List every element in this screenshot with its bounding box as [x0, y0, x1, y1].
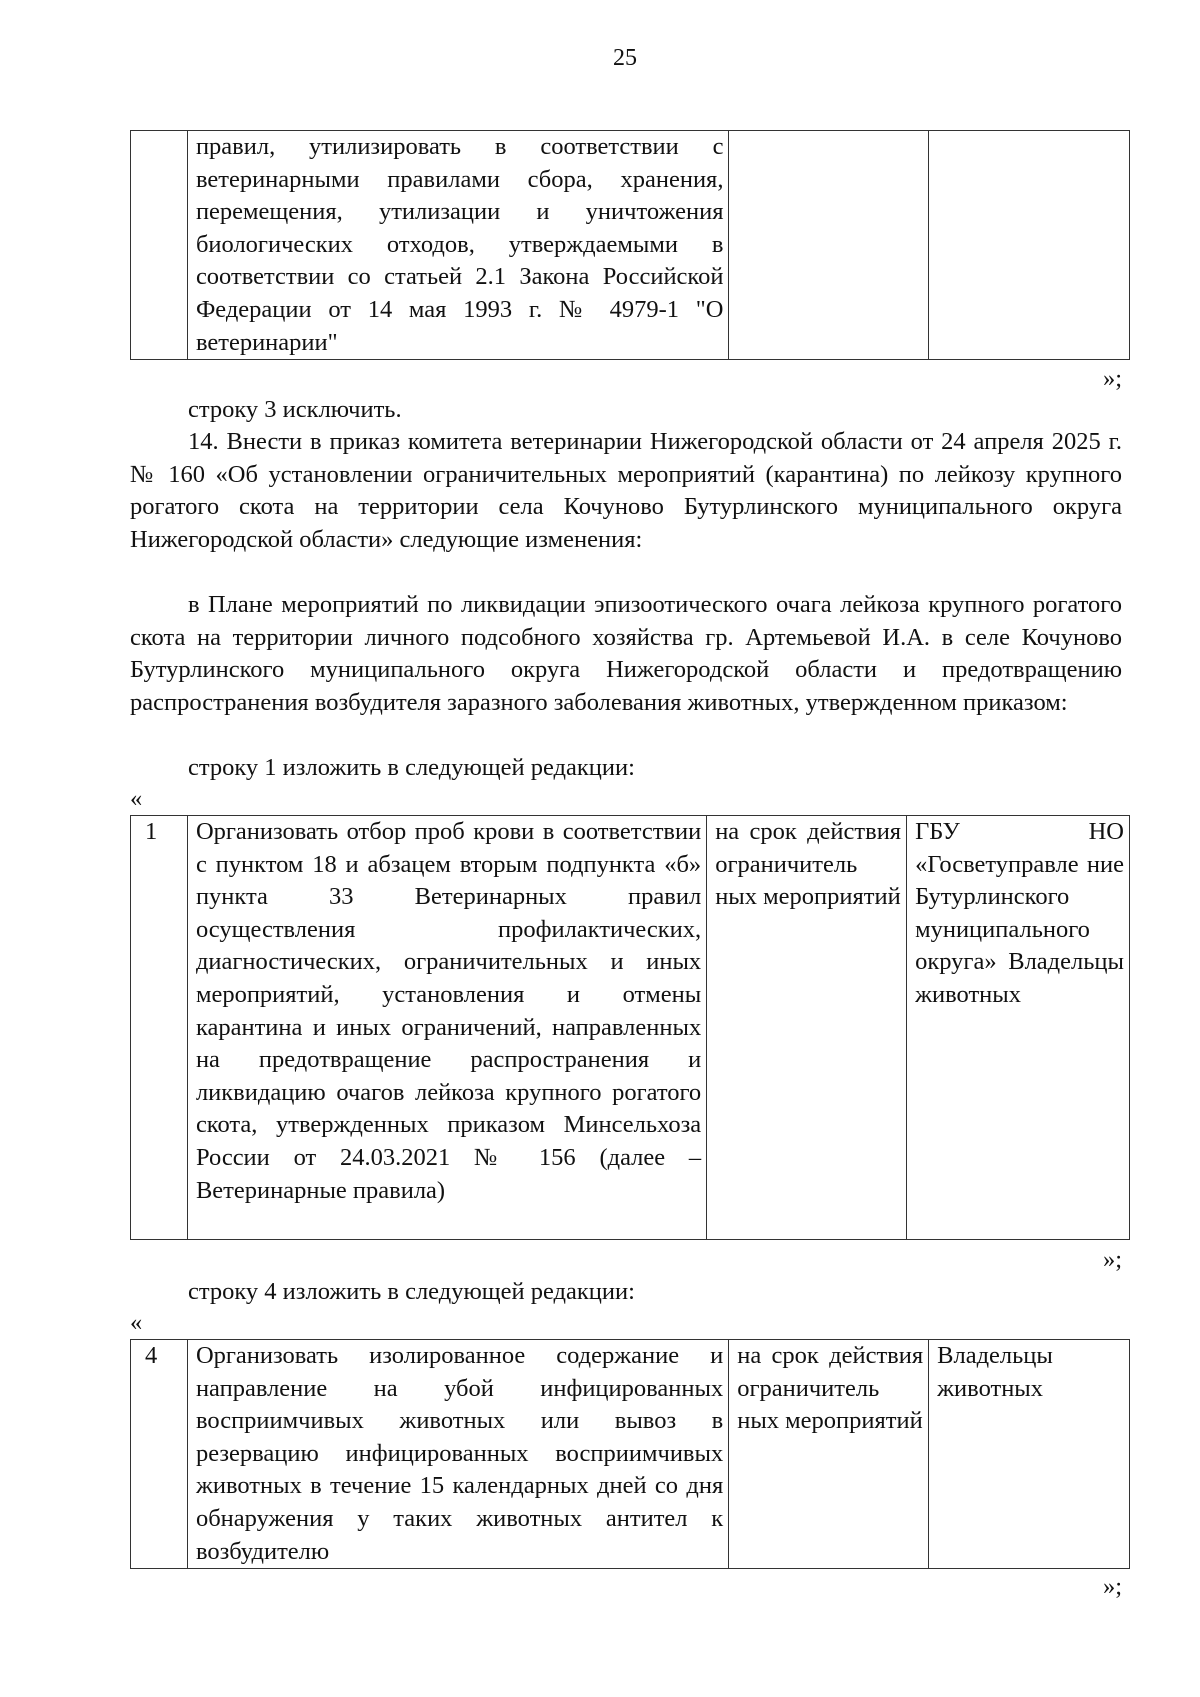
measure-text-cell: правил, утилизировать в соответствии с ветеринарными правилами сбора, хранения, перемещения, утилизации и уничтожения биологических отходов, утверждаемыми в соответствии со статьей 2.1 Закона Российской Федерации от 14 мая 1993 г. № 4979-1 "О ветеринарии" — [187, 131, 729, 360]
row-number-cell — [131, 131, 188, 360]
measure-text-cell: Организовать отбор проб крови в соответствии с пунктом 18 и абзацем вторым подпункта «б» пункта 33 Ветеринарных правил осуществления профилактических, диагностических, ограничительных и иных мероприятий, установления и отмены карантина и иных ограничений, направленных на предотвращение распространения и ликвидацию очагов лейкоза крупного рогатого скота, утвержденных приказом Минсельхоза России от 24.03.2021 № 156 (далее – Ветеринарные правила) — [187, 816, 706, 1240]
closing-quote-3: »; — [1102, 1573, 1122, 1600]
paragraph-exclude-row3: строку 3 исключить. — [188, 396, 402, 423]
table-row1 — [130, 815, 1130, 1240]
table-row — [131, 131, 1130, 360]
responsible-cell: ГБУ НО «Госветуправле ние Бутурлинского муниципального округа» Владельцы животных — [907, 816, 1130, 1240]
paragraph-plan — [130, 589, 1122, 719]
opening-quote-1: « — [130, 785, 143, 812]
closing-quote-2: »; — [1102, 1246, 1122, 1273]
term-cell — [729, 131, 929, 360]
opening-quote-2: « — [130, 1309, 143, 1336]
responsible-cell: Владельцы животных — [929, 1340, 1130, 1569]
paragraph-plan-text: в Плане мероприятий по ликвидации эпизоотического очага лейкоза крупного рогатого скота на территории личного подсобного хозяйства гр. Артемьевой И.А. в селе Кочуново Бутурлинского муниципального округа Нижегородской области и предотвращению распространения возбудителя заразного заболевания животных, утвержденном приказом: — [130, 591, 1122, 716]
table-continuation — [130, 130, 1130, 360]
term-cell: на срок действия ограничитель ных мероприятий — [707, 816, 907, 1240]
paragraph-row4-intro: строку 4 изложить в следующей редакции: — [188, 1278, 635, 1305]
paragraph-14 — [130, 426, 1122, 556]
responsible-cell — [929, 131, 1130, 360]
row-number-cell: 4 — [131, 1340, 188, 1569]
paragraph-row1-intro: строку 1 изложить в следующей редакции: — [188, 754, 635, 781]
row-number-cell: 1 — [131, 816, 188, 1240]
table-row — [131, 1340, 1130, 1569]
measure-text-cell: Организовать изолированное содержание и направление на убой инфицированных восприимчивых животных или вывоз в резервацию инфицированных восприимчивых животных в течение 15 календарных дней со дня обнаружения у таких животных антител к возбудителю — [187, 1340, 728, 1569]
table-row — [131, 816, 1130, 1240]
term-cell: на срок действия ограничитель ных мероприятий — [729, 1340, 929, 1569]
closing-quote-1: »; — [1102, 365, 1122, 392]
page-number: 25 — [613, 45, 637, 71]
paragraph-14-text: 14. Внести в приказ комитета ветеринарии Нижегородской области от 24 апреля 2025 г. № 160 «Об установлении ограничительных мероприятий (карантина) по лейкозу крупного рогатого скота на территории села Кочуново Бутурлинского муниципального округа Нижегородской области» следующие изменения: — [130, 428, 1122, 553]
table-row4 — [130, 1339, 1130, 1569]
